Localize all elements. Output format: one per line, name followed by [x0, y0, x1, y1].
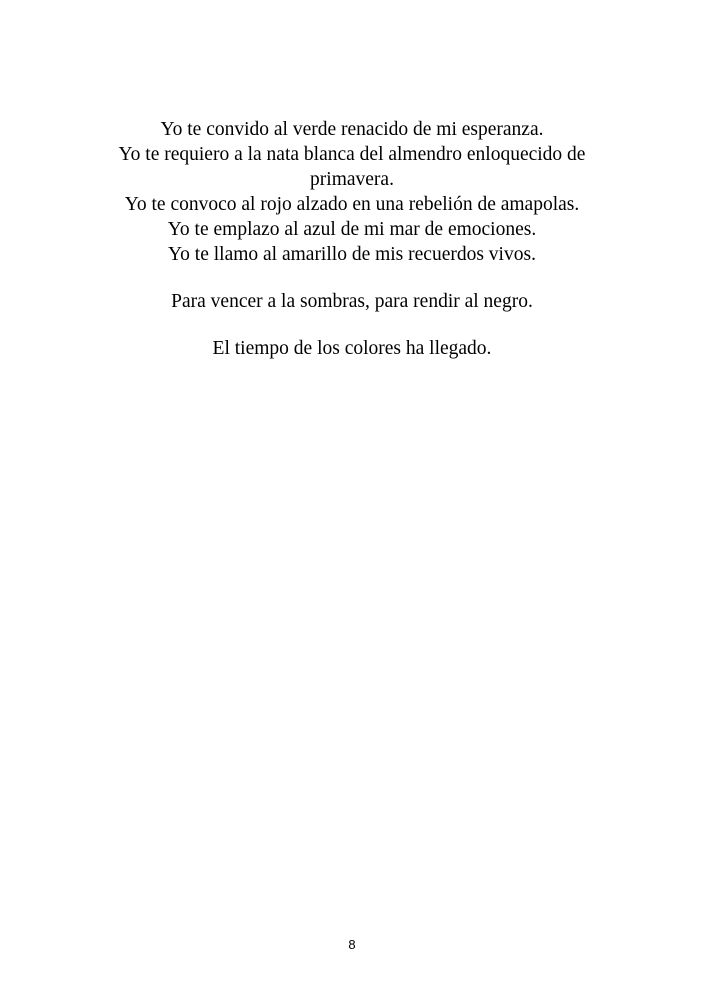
stanza-2: [0, 289, 704, 314]
poem-line: Yo te emplazo al azul de mi mar de emociones.: [167, 219, 537, 240]
poem-body: [0, 117, 704, 383]
poem-line: Para vencer a la sombras, para rendir al negro.: [171, 291, 533, 312]
stanza-1: [0, 117, 704, 267]
page-number: 8: [348, 937, 356, 952]
poem-line: Yo te convido al verde renacido de mi esperanza.: [160, 119, 544, 140]
poem-line: Yo te requiero a la nata blanca del almendro enloquecido de: [118, 144, 586, 165]
stanza-3: [0, 336, 704, 361]
poem-line: primavera.: [310, 169, 394, 190]
poem-line: Yo te llamo al amarillo de mis recuerdos vivos.: [168, 244, 536, 265]
poem-line: El tiempo de los colores ha llegado.: [212, 338, 492, 359]
poem-line: Yo te convoco al rojo alzado en una rebelión de amapolas.: [124, 194, 580, 215]
